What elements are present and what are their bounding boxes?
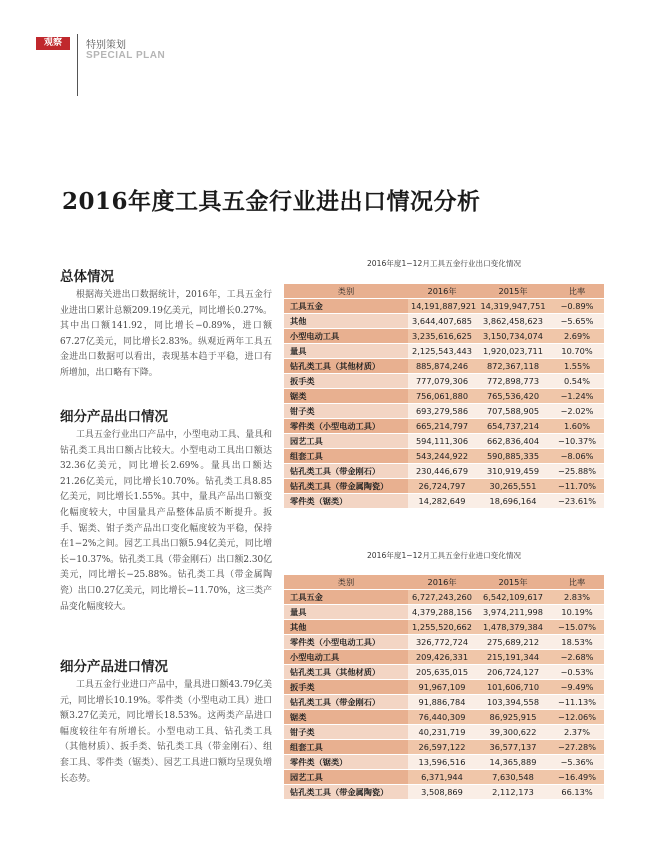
table-row bbox=[284, 755, 604, 770]
value-cell: 14,191,887,921 bbox=[408, 299, 476, 314]
value-cell: 1,255,520,662 bbox=[408, 620, 476, 635]
value-cell: 101,606,710 bbox=[476, 680, 550, 695]
value-cell: 3,974,211,998 bbox=[476, 605, 550, 620]
value-cell: 654,737,214 bbox=[476, 419, 550, 434]
value-cell: −10.37% bbox=[550, 434, 604, 449]
table-header-row bbox=[284, 284, 604, 299]
table-row bbox=[284, 620, 604, 635]
table-row bbox=[284, 314, 604, 329]
table-row bbox=[284, 344, 604, 359]
category-cell: 其他 bbox=[284, 620, 408, 635]
value-cell: −8.06% bbox=[550, 449, 604, 464]
value-cell: 10.19% bbox=[550, 605, 604, 620]
value-cell: −27.28% bbox=[550, 740, 604, 755]
value-cell: 209,426,331 bbox=[408, 650, 476, 665]
category-cell: 钻孔类工具（其他材质） bbox=[284, 665, 408, 680]
header-divider bbox=[77, 34, 78, 96]
table-row bbox=[284, 419, 604, 434]
table-row bbox=[284, 785, 604, 800]
value-cell: 14,319,947,751 bbox=[476, 299, 550, 314]
category-cell: 园艺工具 bbox=[284, 434, 408, 449]
value-cell: −0.53% bbox=[550, 665, 604, 680]
category-cell: 园艺工具 bbox=[284, 770, 408, 785]
column-header: 比率 bbox=[550, 284, 604, 299]
category-cell: 锯类 bbox=[284, 389, 408, 404]
value-cell: 3,644,407,685 bbox=[408, 314, 476, 329]
value-cell: 0.54% bbox=[550, 374, 604, 389]
value-cell: 872,367,118 bbox=[476, 359, 550, 374]
page-title: 2016年度工具五金行业进出口情况分析 bbox=[62, 188, 481, 215]
value-cell: 4,379,288,156 bbox=[408, 605, 476, 620]
table-row bbox=[284, 359, 604, 374]
export-table bbox=[284, 284, 604, 509]
value-cell: 91,967,109 bbox=[408, 680, 476, 695]
value-cell: 2,112,173 bbox=[476, 785, 550, 800]
section-name-cn: 特别策划 bbox=[86, 40, 126, 51]
category-cell: 钻孔类工具（带金属陶瓷） bbox=[284, 785, 408, 800]
column-header: 2015年 bbox=[476, 575, 550, 590]
column-header: 类别 bbox=[284, 575, 408, 590]
value-cell: 6,371,944 bbox=[408, 770, 476, 785]
category-cell: 小型电动工具 bbox=[284, 650, 408, 665]
section-heading: 细分产品出口情况 bbox=[60, 409, 168, 425]
column-header: 比率 bbox=[550, 575, 604, 590]
category-cell: 钻孔类工具（带金属陶瓷） bbox=[284, 479, 408, 494]
category-cell: 零件类（锯类） bbox=[284, 755, 408, 770]
value-cell: 26,724,797 bbox=[408, 479, 476, 494]
value-cell: 3,508,869 bbox=[408, 785, 476, 800]
category-cell: 量具 bbox=[284, 344, 408, 359]
category-cell: 零件类（小型电动工具） bbox=[284, 635, 408, 650]
value-cell: 707,588,905 bbox=[476, 404, 550, 419]
value-cell: 1,920,023,711 bbox=[476, 344, 550, 359]
value-cell: 103,394,558 bbox=[476, 695, 550, 710]
table-row bbox=[284, 725, 604, 740]
value-cell: 326,772,724 bbox=[408, 635, 476, 650]
category-cell: 工具五金 bbox=[284, 299, 408, 314]
column-header: 类别 bbox=[284, 284, 408, 299]
value-cell: 665,214,797 bbox=[408, 419, 476, 434]
table-row bbox=[284, 329, 604, 344]
value-cell: 693,279,586 bbox=[408, 404, 476, 419]
category-cell: 钻孔类工具（带金刚石） bbox=[284, 695, 408, 710]
table-row bbox=[284, 740, 604, 755]
value-cell: 662,836,404 bbox=[476, 434, 550, 449]
value-cell: 765,536,420 bbox=[476, 389, 550, 404]
category-cell: 零件类（小型电动工具） bbox=[284, 419, 408, 434]
table-header-row bbox=[284, 575, 604, 590]
value-cell: 30,265,551 bbox=[476, 479, 550, 494]
table-row bbox=[284, 464, 604, 479]
column-header: 2016年 bbox=[408, 284, 476, 299]
value-cell: −15.07% bbox=[550, 620, 604, 635]
value-cell: 2,125,543,443 bbox=[408, 344, 476, 359]
export-table-title: 2016年度1−12月工具五金行业出口变化情况 bbox=[366, 259, 522, 268]
value-cell: 2.69% bbox=[550, 329, 604, 344]
table-row bbox=[284, 635, 604, 650]
value-cell: 777,079,306 bbox=[408, 374, 476, 389]
table-row bbox=[284, 389, 604, 404]
table-row bbox=[284, 374, 604, 389]
value-cell: −12.06% bbox=[550, 710, 604, 725]
value-cell: 594,111,306 bbox=[408, 434, 476, 449]
value-cell: 86,925,915 bbox=[476, 710, 550, 725]
value-cell: 66.13% bbox=[550, 785, 604, 800]
export-table-body bbox=[284, 299, 604, 509]
table-row bbox=[284, 650, 604, 665]
category-cell: 组套工具 bbox=[284, 740, 408, 755]
section-export bbox=[60, 405, 272, 615]
section-paragraph: 工具五金行业出口产品中，小型电动工具、量具和钻孔类工具出口额占比较大。小型电动工具出口额达32.36亿美元，同比增长2.69%。量具出口额达21.26亿美元，同比增长10.70%。钻孔类工具8.85亿美元，同比增长1.55%。其中，量具产品出口额变化幅度较大，中国量具产品整体品质不断提升。扳手、锯类、钳子类产品出口变化幅度较为平稳，保持在1−2%之间。园艺工具出口额5.94亿美元，同比增长−10.37%。钻孔类工具（带金刚石）出口额2.30亿美元，同比增长−25.88%。钻孔类工具（带金属陶瓷）出口0.27亿美元，同比增长−11.70%，这三类产品变化幅度较大。 bbox=[60, 430, 272, 612]
value-cell: −9.49% bbox=[550, 680, 604, 695]
value-cell: 10.70% bbox=[550, 344, 604, 359]
section-heading: 总体情况 bbox=[60, 269, 114, 285]
value-cell: −1.24% bbox=[550, 389, 604, 404]
section-overview bbox=[60, 265, 272, 382]
value-cell: −16.49% bbox=[550, 770, 604, 785]
value-cell: −2.02% bbox=[550, 404, 604, 419]
table-row bbox=[284, 680, 604, 695]
import-table-title: 2016年度1−12月工具五金行业进口变化情况 bbox=[366, 551, 522, 560]
value-cell: 76,440,309 bbox=[408, 710, 476, 725]
table-row bbox=[284, 710, 604, 725]
value-cell: 18.53% bbox=[550, 635, 604, 650]
table-row bbox=[284, 665, 604, 680]
category-cell: 钳子类 bbox=[284, 725, 408, 740]
value-cell: 1,478,379,384 bbox=[476, 620, 550, 635]
value-cell: 40,231,719 bbox=[408, 725, 476, 740]
value-cell: 215,191,344 bbox=[476, 650, 550, 665]
category-cell: 钻孔类工具（其他材质） bbox=[284, 359, 408, 374]
value-cell: 6,542,109,617 bbox=[476, 590, 550, 605]
value-cell: 2.83% bbox=[550, 590, 604, 605]
value-cell: 18,696,164 bbox=[476, 494, 550, 509]
value-cell: 543,244,922 bbox=[408, 449, 476, 464]
category-cell: 钳子类 bbox=[284, 404, 408, 419]
table-row bbox=[284, 605, 604, 620]
value-cell: −11.70% bbox=[550, 479, 604, 494]
category-cell: 小型电动工具 bbox=[284, 329, 408, 344]
section-tag: 观察 bbox=[36, 37, 70, 50]
value-cell: 885,874,246 bbox=[408, 359, 476, 374]
import-table-body bbox=[284, 590, 604, 800]
table-row bbox=[284, 494, 604, 509]
section-paragraph: 根据海关进出口数据统计，2016年，工具五金行业进出口累计总额209.19亿美元，同比增长0.27%。其中出口额141.92，同比增长−0.89%，进口额67.27亿美元，同比增长2.83%。纵观近两年工具五金进出口数据可以看出，表现基本趋于平稳，进口有所增加，出口略有下降。 bbox=[60, 290, 272, 378]
value-cell: −25.88% bbox=[550, 464, 604, 479]
table-row bbox=[284, 434, 604, 449]
value-cell: −5.65% bbox=[550, 314, 604, 329]
table-row bbox=[284, 770, 604, 785]
table-row bbox=[284, 449, 604, 464]
value-cell: 1.60% bbox=[550, 419, 604, 434]
value-cell: 3,862,458,623 bbox=[476, 314, 550, 329]
value-cell: 2.37% bbox=[550, 725, 604, 740]
value-cell: −2.68% bbox=[550, 650, 604, 665]
category-cell: 扳手类 bbox=[284, 680, 408, 695]
section-heading: 细分产品进口情况 bbox=[60, 659, 168, 675]
category-cell: 量具 bbox=[284, 605, 408, 620]
value-cell: 275,689,212 bbox=[476, 635, 550, 650]
section-name-en: SPECIAL PLAN bbox=[86, 50, 166, 61]
category-cell: 钻孔类工具（带金刚石） bbox=[284, 464, 408, 479]
import-table bbox=[284, 575, 604, 800]
category-cell: 锯类 bbox=[284, 710, 408, 725]
value-cell: 590,885,335 bbox=[476, 449, 550, 464]
value-cell: 39,300,622 bbox=[476, 725, 550, 740]
value-cell: −5.36% bbox=[550, 755, 604, 770]
value-cell: 13,596,516 bbox=[408, 755, 476, 770]
value-cell: 756,061,880 bbox=[408, 389, 476, 404]
category-cell: 工具五金 bbox=[284, 590, 408, 605]
value-cell: 3,150,734,074 bbox=[476, 329, 550, 344]
column-header: 2016年 bbox=[408, 575, 476, 590]
category-cell: 组套工具 bbox=[284, 449, 408, 464]
category-cell: 其他 bbox=[284, 314, 408, 329]
table-row bbox=[284, 404, 604, 419]
value-cell: 91,886,784 bbox=[408, 695, 476, 710]
table-row bbox=[284, 299, 604, 314]
value-cell: 1.55% bbox=[550, 359, 604, 374]
value-cell: −11.13% bbox=[550, 695, 604, 710]
value-cell: 26,597,122 bbox=[408, 740, 476, 755]
category-cell: 扳手类 bbox=[284, 374, 408, 389]
value-cell: 36,577,137 bbox=[476, 740, 550, 755]
column-header: 2015年 bbox=[476, 284, 550, 299]
value-cell: 3,235,616,625 bbox=[408, 329, 476, 344]
value-cell: 230,446,679 bbox=[408, 464, 476, 479]
table-row bbox=[284, 479, 604, 494]
category-cell: 零件类（锯类） bbox=[284, 494, 408, 509]
value-cell: 14,282,649 bbox=[408, 494, 476, 509]
value-cell: 205,635,015 bbox=[408, 665, 476, 680]
value-cell: −0.89% bbox=[550, 299, 604, 314]
value-cell: 772,898,773 bbox=[476, 374, 550, 389]
value-cell: 6,727,243,260 bbox=[408, 590, 476, 605]
table-row bbox=[284, 590, 604, 605]
value-cell: 7,630,548 bbox=[476, 770, 550, 785]
table-row bbox=[284, 695, 604, 710]
section-import bbox=[60, 655, 272, 787]
value-cell: 206,724,127 bbox=[476, 665, 550, 680]
value-cell: 14,365,889 bbox=[476, 755, 550, 770]
value-cell: −23.61% bbox=[550, 494, 604, 509]
section-paragraph: 工具五金行业进口产品中，量具进口额43.79亿美元，同比增长10.19%。零件类（小型电动工具）进口额3.27亿美元，同比增长18.53%。这两类产品进口幅度较往年有所增长。小型电动工具、钻孔类工具（其他材质）、扳手类、钻孔类工具（带金刚石）、组套工具、零件类（锯类）、园艺工具进口额均呈现负增长态势。 bbox=[60, 680, 272, 784]
value-cell: 310,919,459 bbox=[476, 464, 550, 479]
